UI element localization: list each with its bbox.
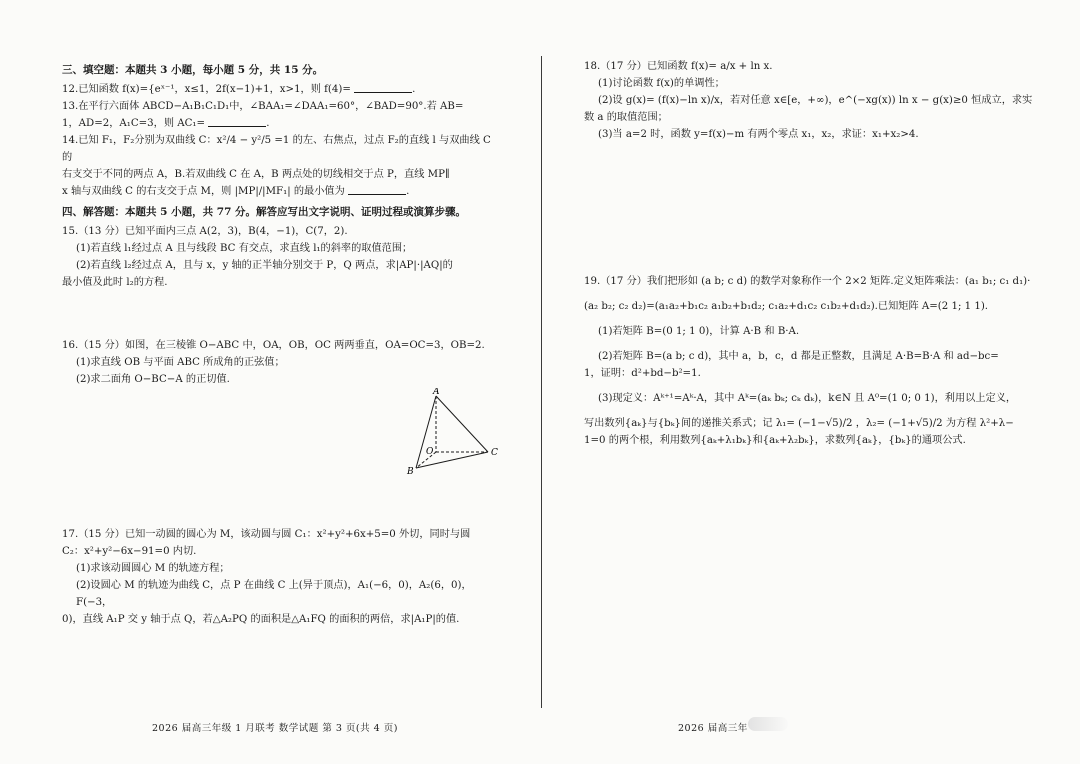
question-14-line1: 14.已知 F₁，F₂分别为双曲线 C：x²/4 − y²/5 =1 的左、右焦点，过点 F₂的直线 l 与双曲线 C 的 xyxy=(62,135,491,163)
question-15-line1: 15.（13 分）已知平面内三点 A(2，3)，B(4，−1)，C(7，2). xyxy=(62,226,348,237)
right-column xyxy=(584,58,1034,449)
question-16-part1: (1)求直线 OB 与平面 ABC 所成角的正弦值； xyxy=(76,357,285,368)
section4-title: 四、解答题：本题共 5 小题，共 77 分。解答应写出文字说明、证明过程或演算步骤。 xyxy=(62,206,467,218)
question-16-part2: (2)求二面角 O−BC−A 的正切值. xyxy=(76,374,230,385)
question-18-part3: (3)当 a=2 时，函数 y=f(x)−m 有两个零点 x₁，x₂，求证：x₁+x₂>4. xyxy=(598,129,919,140)
answer-blank xyxy=(348,184,406,195)
question-17-part2: (2)设圆心 M 的轨迹为曲线 C，点 P 在曲线 C 上(异于顶点)，A₁(−6，0)，A₂(6，0)，F(−3， xyxy=(76,580,472,608)
question-17-part1: (1)求该动圆圆心 M 的轨迹方程； xyxy=(76,563,230,574)
left-column xyxy=(62,58,502,628)
question-19-part2b: 1，证明：d²+bd−b²=1. xyxy=(584,368,701,379)
question-14-line3: x 轴与双曲线 C 的右支交于点 M，则 |MP|/|MF₁| 的最小值为 . xyxy=(62,186,410,197)
edge-AB xyxy=(416,396,436,468)
question-18-part1: (1)讨论函数 f(x)的单调性； xyxy=(598,78,725,89)
question-17-part2b: 0)，直线 A₁P 交 y 轴于点 Q，若△A₂PQ 的面积是△A₁FQ 的面积的两倍，求|A₁P|的值. xyxy=(62,614,460,625)
footer-page-right: 2026 届高三年 xyxy=(678,723,748,734)
question-19-line2: (a₂ b₂; c₂ d₂)=(a₁a₂+b₁c₂ a₁b₂+b₁d₂; c₁a₂+d₁c₂ c₁b₂+d₁d₂).已知矩阵 A=(2 1; 1 1). xyxy=(584,301,989,312)
question-16-line1: 16.（15 分）如图，在三棱锥 O−ABC 中，OA，OB，OC 两两垂直，OA=OC=3，OB=2. xyxy=(62,340,485,351)
blurred-region xyxy=(748,717,788,731)
question-13-line2: 1，AD=2，A₁C=3，则 AC₁= . xyxy=(62,118,270,129)
question-18-part2: (2)设 g(x)= (f(x)−ln x)/x，若对任意 x∈[e，+∞)，e^(−xg(x)) ln x − g(x)≥0 恒成立，求实 xyxy=(598,95,1033,106)
question-17-line1: 17.（15 分）已知一动圆的圆心为 M，该动圆与圆 C₁：x²+y²+6x+5=0 外切，同时与圆 xyxy=(62,529,471,540)
question-15-part2: (2)若直线 l₂经过点 A，且与 x，y 轴的正半轴分别交于 P，Q 两点，求|AP|·|AQ|的 xyxy=(76,260,453,271)
footer-page-left: 2026 届高三年级 1 月联考 数学试题 第 3 页(共 4 页) xyxy=(152,723,398,734)
vertex-label-C: C xyxy=(491,448,498,458)
vertex-label-B: B xyxy=(407,467,414,477)
question-13-line1: 13.在平行六面体 ABCD−A₁B₁C₁D₁中，∠BAA₁=∠DAA₁=60°，∠BAD=90°.若 AB= xyxy=(62,101,464,112)
vertex-label-O: O xyxy=(426,447,434,457)
question-18-line1: 18.（17 分）已知函数 f(x)= a/x + ln x. xyxy=(584,61,773,72)
question-17-line2: C₂：x²+y²−6x−91=0 内切. xyxy=(62,546,197,557)
question-19-part1: (1)若矩阵 B=(0 1; 1 0)，计算 A·B 和 B·A. xyxy=(598,326,800,337)
answer-blank xyxy=(354,82,412,93)
question-19-part3b: 写出数列{aₖ}与{bₖ}间的递推关系式；记 λ₁= (−1−√5)/2 ，λ₂= (−1+√5)/2 为方程 λ²+λ− xyxy=(584,418,1014,429)
edge-AC xyxy=(436,396,488,452)
question-15-part2b: 最小值及此时 l₂的方程. xyxy=(62,277,168,288)
question-12: 12.已知函数 f(x)={eˣ⁻¹，x≤1，2f(x−1)+1，x>1，则 f(4)= . xyxy=(62,84,416,95)
column-divider xyxy=(541,56,542,708)
question-19-part3c: 1=0 的两个根，利用数列{aₖ+λ₁bₖ}和{aₖ+λ₂bₖ}，求数列{aₖ}，{bₖ}的通项公式. xyxy=(584,435,966,446)
tetrahedron-figure xyxy=(406,388,506,478)
answer-blank xyxy=(208,116,266,127)
question-19-part2: (2)若矩阵 B=(a b; c d)，其中 a，b，c，d 都是正整数，且满足 A·B=B·A 和 ad−bc= xyxy=(598,351,999,362)
question-15-part1: (1)若直线 l₁经过点 A 且与线段 BC 有交点，求直线 l₁的斜率的取值范围； xyxy=(76,243,413,254)
section3-title: 三、填空题：本题共 3 小题，每小题 5 分，共 15 分。 xyxy=(62,64,324,76)
question-18-part2b: 数 a 的取值范围； xyxy=(584,112,668,123)
question-19-part3: (3)现定义：Aᵏ⁺¹=Aᵏ·A，其中 Aᵏ=(aₖ bₖ; cₖ dₖ)，k∈N 且 A⁰=(1 0; 0 1)，利用以上定义， xyxy=(598,393,1017,404)
vertex-label-A: A xyxy=(433,388,440,397)
question-14-line2: 右支交于不同的两点 A，B.若双曲线 C 在 A，B 两点处的切线相交于点 P，直线 MP∥ xyxy=(62,169,450,180)
question-19-line1: 19.（17 分）我们把形如 (a b; c d) 的数学对象称作一个 2×2 矩阵.定义矩阵乘法：(a₁ b₁; c₁ d₁)· xyxy=(584,276,1031,287)
